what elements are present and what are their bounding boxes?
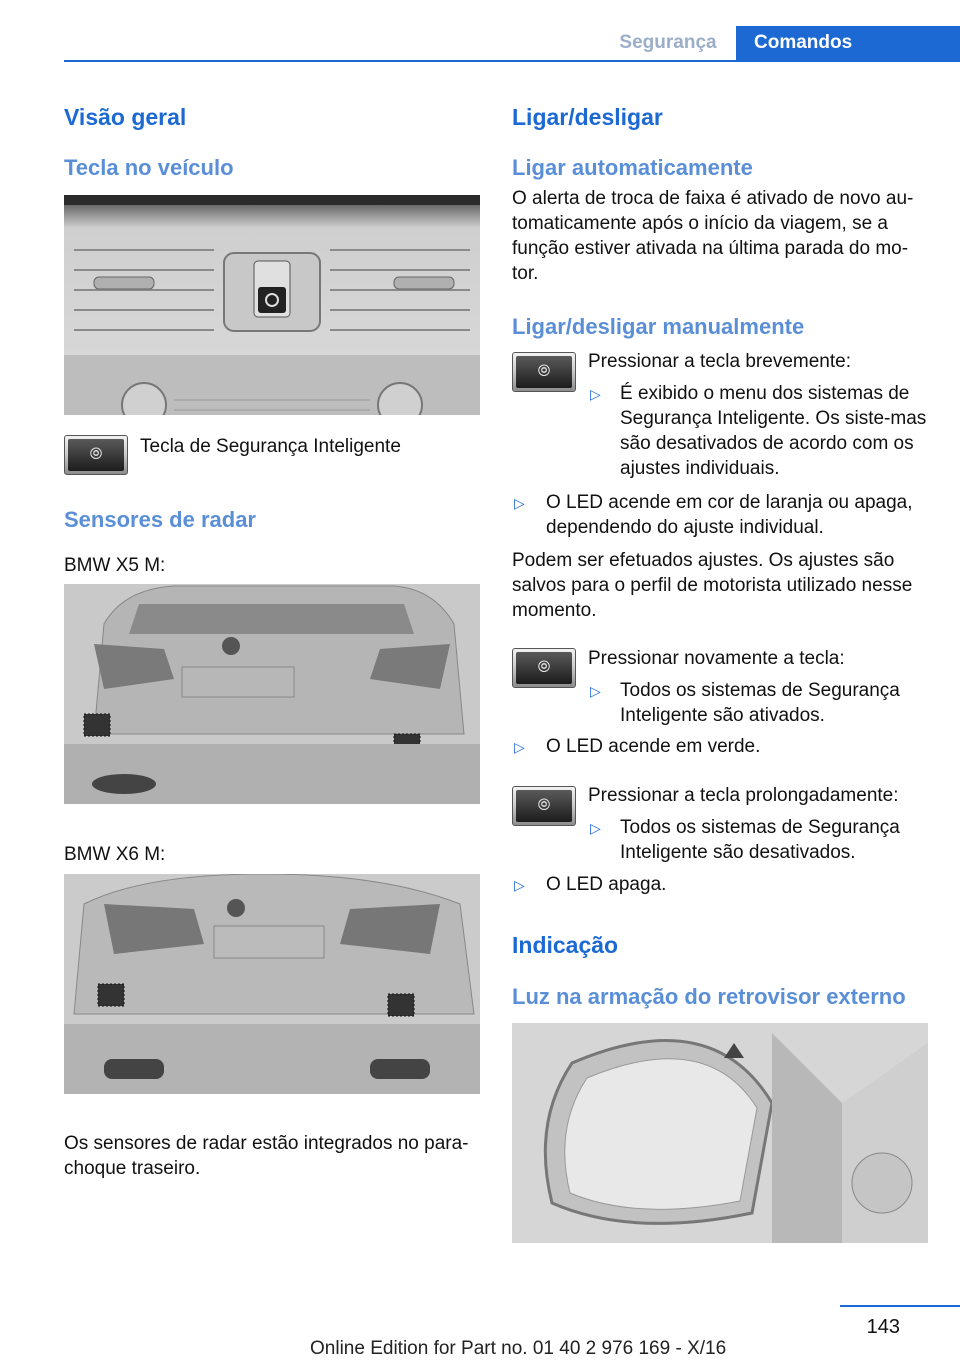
page-number: 143 [866,1316,900,1338]
heading-key-in-vehicle: Tecla no veículo [64,155,234,180]
press-short-bullet-1: É exibido o menu dos sistemas de Segurança Inteligente. Os siste-mas são desativados de acordo com os ajustes individuais. [620,383,927,479]
x5-label: BMW X5 M: [64,555,166,576]
heading-manual-on-off: Ligar/desligar manualmente [512,314,805,339]
bullet-triangle-icon: ▷ [590,820,601,836]
bullet-triangle-icon: ▷ [514,495,525,511]
safety-key-icon: ⦾ [537,363,551,380]
key-caption: Tecla de Segurança Inteligente [140,436,401,457]
bullet-triangle-icon: ▷ [590,386,601,402]
edition-note: Online Edition for Part no. 01 40 2 976 169 - X/16 [310,1338,727,1359]
bmw-x5m-rear-photo [64,584,480,804]
safety-key-button-image [64,435,128,475]
bullet-triangle-icon: ▷ [590,683,601,699]
press-short-bullet-2: O LED acende em cor de laranja ou apaga, dependendo do ajuste individual. [546,492,913,538]
bullet-triangle-icon: ▷ [514,739,525,755]
heading-auto-on: Ligar automaticamente [512,155,753,180]
press-short-text: Pressionar a tecla brevemente: [588,351,851,372]
safety-key-icon: ⦾ [537,797,551,814]
press-again-text: Pressionar novamente a tecla: [588,648,845,669]
heading-indication: Indicação [512,932,619,958]
x6-label: BMW X6 M: [64,844,166,865]
key-button-image-short [512,352,576,392]
dashboard-key-photo [64,195,480,415]
bullet-triangle-icon: ▷ [514,877,525,893]
bmw-x6m-rear-photo [64,874,480,1094]
heading-radar-sensors: Sensores de radar [64,507,256,532]
safety-key-icon: ⦾ [89,446,103,463]
press-long-bullet-1: Todos os sistemas de Segurança Inteligente são desativados. [620,817,900,863]
header-chapter-tab[interactable]: Comandos [736,26,960,60]
heading-on-off: Ligar/desligar [512,104,663,130]
press-again-bullet-2: O LED acende em verde. [546,736,761,757]
key-button-image-again [512,648,576,688]
key-button-image-long [512,786,576,826]
press-long-text: Pressionar a tecla prolongadamente: [588,785,899,806]
press-long-bullet-2: O LED apaga. [546,874,667,895]
sensors-description: Os sensores de radar estão integrados no para-choque traseiro. [64,1133,469,1179]
header-rule [64,60,960,62]
press-again-bullet-1: Todos os sistemas de Segurança Inteligente são ativados. [620,680,900,726]
heading-overview: Visão geral [64,104,187,130]
footer-rule [840,1305,960,1307]
settings-text: Podem ser efetuados ajustes. Os ajustes são salvos para o perfil de motorista utilizado nesse momento. [512,550,913,621]
safety-key-icon: ⦾ [537,659,551,676]
side-mirror-photo [512,1023,928,1243]
heading-mirror-light: Luz na armação do retrovisor externo [512,984,906,1009]
header-section-tab[interactable]: Segurança [619,32,717,53]
auto-on-text: O alerta de troca de faixa é ativado de novo au-tomaticamente após o início da viagem, se a função estiver ativada na última parada do mo-tor. [512,188,914,284]
